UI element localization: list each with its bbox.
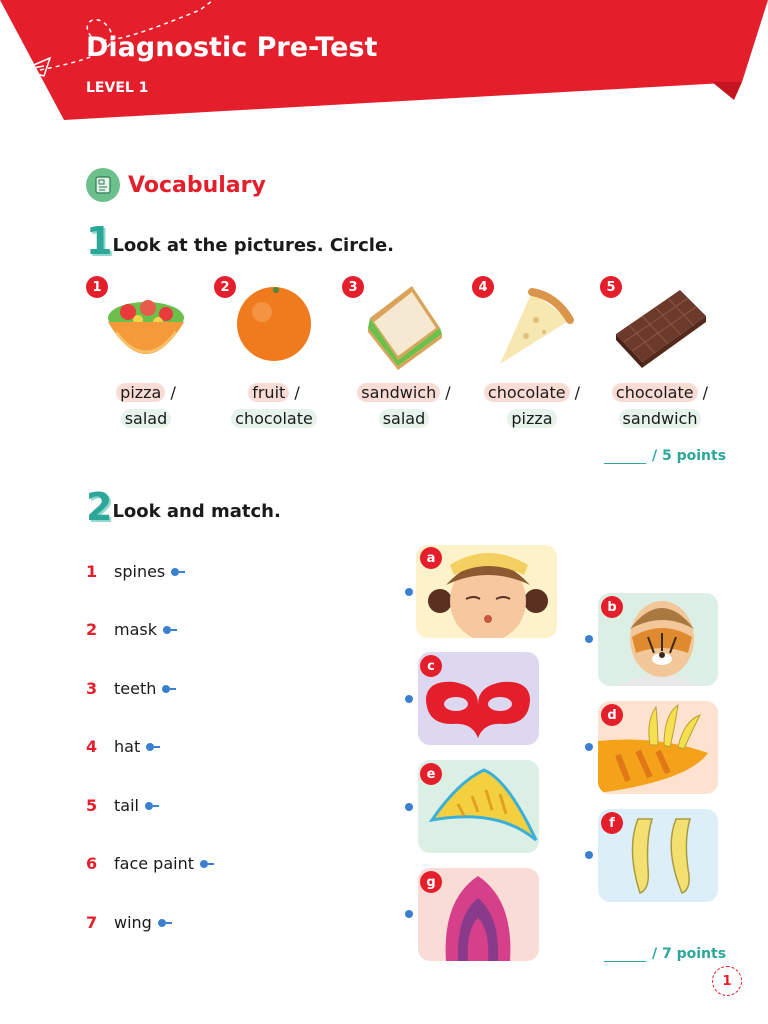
word-number: 5 — [86, 796, 98, 815]
match-dot[interactable] — [200, 860, 208, 868]
picture-g-letter: g — [420, 871, 442, 893]
word-number: 6 — [86, 854, 98, 873]
page-number: 1 — [712, 966, 742, 996]
option-pizza[interactable]: pizza — [507, 409, 556, 428]
word-number: 4 — [86, 737, 98, 756]
match-dot[interactable] — [145, 802, 153, 810]
exercise-2-instruction: Look and match. — [112, 501, 281, 522]
word-number: 7 — [86, 913, 98, 932]
picture-c-letter: c — [420, 655, 442, 677]
word-label: hat — [114, 737, 141, 756]
option-chocolate[interactable]: chocolate — [231, 409, 317, 428]
option-fruit[interactable]: fruit — [248, 383, 289, 402]
picture-a-letter: a — [420, 547, 442, 569]
item-5 — [600, 276, 720, 376]
match-dot[interactable] — [146, 743, 154, 751]
word-label: tail — [114, 796, 139, 815]
level-label: LEVEL 1 — [86, 80, 149, 96]
option-salad[interactable]: salad — [121, 409, 172, 428]
item-2 — [214, 276, 334, 376]
word-label: face paint — [114, 854, 194, 873]
section-heading — [86, 168, 266, 202]
item-4-number: 4 — [472, 276, 494, 298]
match-word-4 — [86, 737, 154, 756]
item-4 — [472, 276, 592, 376]
item-1-number: 1 — [86, 276, 108, 298]
option-salad[interactable]: salad — [379, 409, 430, 428]
exercise-2-heading — [86, 485, 281, 529]
item-4-options: chocolate / pizza — [462, 380, 602, 432]
word-label: wing — [114, 913, 152, 932]
exercise-2-points: / 7 points — [652, 946, 727, 962]
match-word-7 — [86, 913, 166, 932]
match-dot[interactable] — [162, 685, 170, 693]
exercise-1-number: 1 — [86, 219, 111, 263]
item-5-options: chocolate / sandwich — [590, 380, 730, 432]
match-dot-d[interactable] — [585, 743, 593, 751]
word-label: spines — [114, 562, 166, 581]
exercise-2-number: 2 — [86, 485, 111, 529]
word-label: teeth — [114, 679, 157, 698]
match-dot[interactable] — [158, 919, 166, 927]
match-dot-c[interactable] — [405, 695, 413, 703]
item-1 — [86, 276, 206, 376]
picture-e-letter: e — [420, 763, 442, 785]
option-sandwich[interactable]: sandwich — [619, 409, 702, 428]
match-dot-a[interactable] — [405, 588, 413, 596]
picture-b-letter: b — [601, 596, 623, 618]
match-word-5 — [86, 796, 153, 815]
item-3-options: sandwich / salad — [334, 380, 474, 432]
option-sandwich[interactable]: sandwich — [357, 383, 440, 402]
item-3-number: 3 — [342, 276, 364, 298]
exercise-2-score — [604, 946, 726, 962]
word-label: mask — [114, 620, 157, 639]
section-title: Vocabulary — [128, 172, 266, 198]
exercise-1-points: / 5 points — [652, 448, 727, 464]
item-1-options: pizza / salad — [76, 380, 216, 432]
vocabulary-book-icon — [86, 168, 120, 202]
match-dot-b[interactable] — [585, 635, 593, 643]
score-blank[interactable] — [604, 463, 646, 464]
word-number: 1 — [86, 562, 98, 581]
picture-d-letter: d — [601, 704, 623, 726]
match-dot-e[interactable] — [405, 803, 413, 811]
match-dot-f[interactable] — [585, 851, 593, 859]
score-blank[interactable] — [604, 961, 646, 962]
item-3 — [342, 276, 462, 376]
item-2-options: fruit / chocolate — [204, 380, 344, 432]
header-banner — [0, 0, 768, 130]
exercise-1-score — [604, 448, 726, 464]
match-dot[interactable] — [171, 568, 179, 576]
match-dot[interactable] — [163, 626, 171, 634]
option-chocolate[interactable]: chocolate — [484, 383, 570, 402]
exercise-1-heading — [86, 219, 394, 263]
match-dot-g[interactable] — [405, 910, 413, 918]
picture-f-letter: f — [601, 812, 623, 834]
item-5-number: 5 — [600, 276, 622, 298]
match-word-3 — [86, 679, 170, 698]
match-word-2 — [86, 620, 171, 639]
match-word-6 — [86, 854, 208, 873]
page-title: Diagnostic Pre-Test — [86, 32, 378, 63]
match-word-1 — [86, 562, 179, 581]
exercise-1-instruction: Look at the pictures. Circle. — [112, 235, 394, 256]
option-pizza[interactable]: pizza — [116, 383, 165, 402]
word-number: 2 — [86, 620, 98, 639]
word-number: 3 — [86, 679, 98, 698]
option-chocolate[interactable]: chocolate — [612, 383, 698, 402]
item-2-number: 2 — [214, 276, 236, 298]
